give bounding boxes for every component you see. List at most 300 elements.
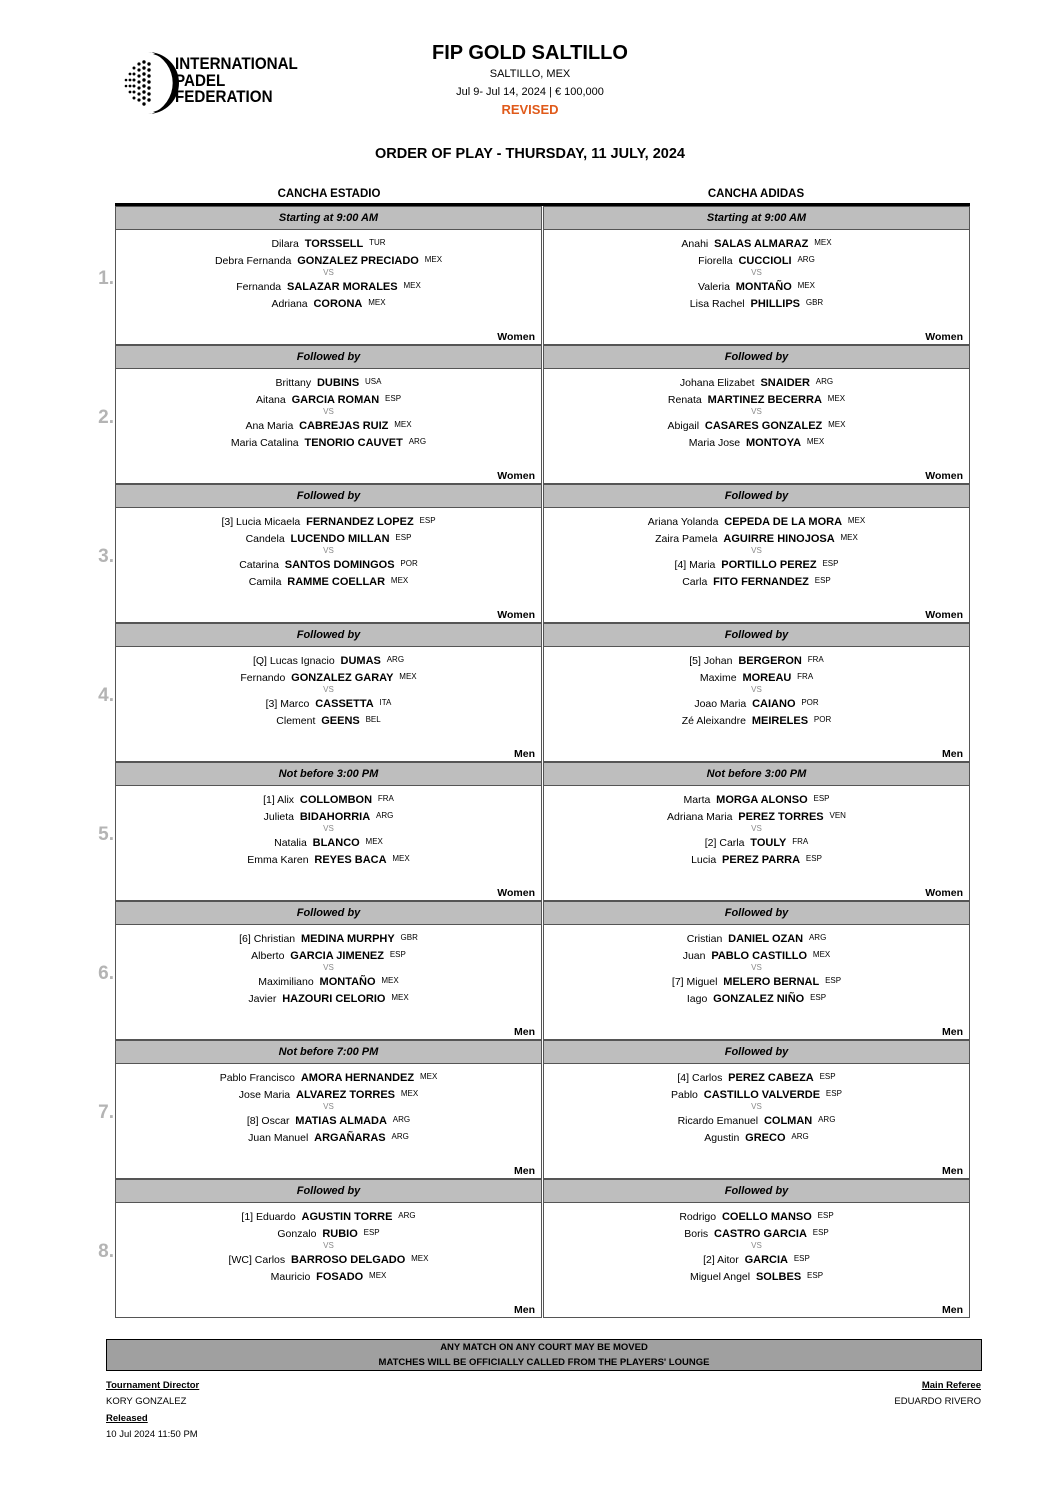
player-country: ESP (395, 533, 412, 542)
player-last-name: SNAIDER (760, 377, 810, 389)
player-first-name: [Q] Lucas Ignacio (252, 655, 335, 667)
versus-label: VS (323, 546, 334, 555)
player-country: MEX (840, 533, 858, 542)
player-first-name: [1] Alix (263, 794, 295, 806)
player-last-name: GONZALEZ GARAY (291, 672, 394, 684)
player-line (544, 811, 969, 823)
player-line (116, 298, 541, 310)
player-country: MEX (394, 420, 412, 429)
player-last-name: FERNANDEZ LOPEZ (306, 516, 414, 528)
player-country: MEX (369, 1271, 387, 1280)
match-time-bar: Followed by (543, 1179, 970, 1203)
player-line (544, 1254, 969, 1266)
player-first-name: Lisa Rachel (689, 298, 745, 310)
player-line (544, 238, 969, 250)
player-line (544, 255, 969, 267)
player-first-name: Adriana (271, 298, 308, 310)
player-line (544, 976, 969, 988)
player-last-name: TENORIO CAUVET (304, 437, 403, 449)
match-time-bar: Followed by (115, 901, 542, 925)
player-first-name: Anahi (681, 238, 709, 250)
player-first-name: Catarina (239, 559, 279, 571)
player-country: FRA (377, 794, 394, 803)
player-line (544, 516, 969, 528)
player-line (544, 281, 969, 293)
player-first-name: [2] Carla (704, 837, 745, 849)
player-line (544, 933, 969, 945)
player-last-name: CASTILLO VALVERDE (703, 1089, 821, 1101)
match-time-bar: Not before 3:00 PM (543, 762, 970, 786)
versus-label: VS (751, 1241, 762, 1250)
player-line (544, 1271, 969, 1283)
player-last-name: MOREAU (742, 672, 792, 684)
match-body (543, 230, 970, 345)
match-body (543, 1203, 970, 1318)
player-line (116, 516, 541, 528)
player-first-name: Adriana Maria (667, 811, 733, 823)
tournament-location: SALTILLO, MEX (489, 68, 571, 80)
player-country: MEX (827, 394, 846, 403)
player-last-name: GEENS (321, 715, 360, 727)
match-time-bar: Starting at 9:00 AM (115, 206, 542, 230)
player-last-name: RAMME COELLAR (287, 576, 386, 588)
court-header-adidas: CANCHA ADIDAS (707, 188, 805, 200)
player-first-name: Juan (682, 950, 706, 962)
player-line (116, 950, 541, 962)
match-cell (543, 345, 970, 484)
logo-line-3: FEDERATION (175, 88, 273, 106)
player-first-name: Aitana (255, 394, 286, 406)
notice-line-1: ANY MATCH ON ANY COURT MAY BE MOVED (440, 1342, 648, 1353)
player-first-name: [5] Johan (689, 655, 733, 667)
player-last-name: REYES BACA (314, 854, 387, 866)
player-line (116, 533, 541, 545)
player-country: ESP (825, 976, 842, 985)
player-country: BEL (365, 715, 381, 724)
player-line (544, 698, 969, 710)
player-line (544, 437, 969, 449)
match-time-bar: Followed by (115, 484, 542, 508)
match-body (543, 925, 970, 1040)
tournament-dates-prize: Jul 9- Jul 14, 2024 | € 100,000 (456, 86, 604, 98)
player-country: GBR (400, 933, 418, 942)
player-first-name: [WC] Carlos (228, 1254, 286, 1266)
match-body (115, 786, 542, 901)
player-first-name: Fernando (240, 672, 286, 684)
player-last-name: CASSETTA (315, 698, 374, 710)
player-first-name: [7] Miguel (671, 976, 718, 988)
match-cell (115, 1179, 542, 1318)
player-line (116, 655, 541, 667)
logo-line-1: INTERNATIONAL (175, 55, 298, 73)
player-country: ESP (813, 794, 830, 803)
player-country: POR (801, 698, 819, 707)
player-first-name: Alberto (251, 950, 285, 962)
player-country: FRA (807, 655, 824, 664)
player-first-name: Valeria (698, 281, 730, 293)
player-last-name: ALVAREZ TORRES (296, 1089, 396, 1101)
player-country: ARG (808, 933, 827, 942)
player-first-name: Ricardo Emanuel (677, 1115, 759, 1127)
player-line (116, 993, 541, 1005)
player-line (544, 854, 969, 866)
player-first-name: Clement (276, 715, 316, 727)
player-last-name: MEDINA MURPHY (300, 933, 395, 945)
versus-label: VS (751, 268, 762, 277)
player-country: ESP (363, 1228, 380, 1237)
versus-label: VS (751, 963, 762, 972)
player-line (116, 377, 541, 389)
player-country: FRA (792, 837, 809, 846)
match-time-bar: Not before 7:00 PM (115, 1040, 542, 1064)
match-number: 3. (98, 546, 114, 567)
match-category: Women (925, 470, 963, 482)
player-country: MEX (368, 298, 386, 307)
player-line (544, 993, 969, 1005)
player-last-name: ARGAÑARAS (314, 1132, 386, 1144)
player-line (544, 655, 969, 667)
player-line (116, 1115, 541, 1127)
player-last-name: AGUSTIN TORRE (301, 1211, 393, 1223)
player-first-name: Boris (684, 1228, 709, 1240)
versus-label: VS (323, 1241, 334, 1250)
player-last-name: GONZALEZ PRECIADO (297, 255, 419, 267)
player-last-name: COELLO MANSO (721, 1211, 812, 1223)
player-first-name: [3] Lucia Micaela (221, 516, 301, 528)
player-line (544, 420, 969, 432)
match-category: Women (925, 331, 963, 343)
player-first-name: Marta (683, 794, 711, 806)
player-last-name: SALAS ALMARAZ (714, 238, 809, 250)
player-first-name: Natalia (274, 837, 307, 849)
player-country: MEX (419, 1072, 438, 1081)
player-first-name: Agustin (704, 1132, 740, 1144)
versus-label: VS (323, 824, 334, 833)
player-country: ARG (815, 377, 834, 386)
revised-label: REVISED (501, 102, 559, 117)
player-last-name: DUBINS (316, 377, 360, 389)
player-line (544, 1072, 969, 1084)
player-country: MEX (392, 854, 410, 863)
match-number: 5. (98, 824, 114, 845)
player-country: MEX (365, 837, 383, 846)
match-body (115, 1064, 542, 1179)
match-cell (115, 484, 542, 623)
player-first-name: Fiorella (698, 255, 733, 267)
match-body (115, 230, 542, 345)
versus-label: VS (751, 685, 762, 694)
match-cell (543, 623, 970, 762)
match-body (543, 786, 970, 901)
versus-label: VS (323, 963, 334, 972)
match-cell (115, 345, 542, 484)
match-body (115, 1203, 542, 1318)
player-line (116, 854, 541, 866)
match-body (543, 1064, 970, 1179)
player-last-name: PORTILLO PEREZ (721, 559, 817, 571)
match-category: Men (942, 748, 963, 760)
player-line (116, 1254, 541, 1266)
player-line (116, 437, 541, 449)
match-category: Women (497, 887, 535, 899)
player-country: MEX (828, 420, 846, 429)
player-country: ESP (819, 1072, 836, 1081)
player-line (116, 559, 541, 571)
player-country: ITA (379, 698, 392, 707)
tournament-director-name: KORY GONZALEZ (106, 1396, 187, 1407)
player-country: ARG (392, 1115, 411, 1124)
tournament-title: FIP GOLD SALTILLO (432, 42, 628, 64)
player-last-name: MORGA ALONSO (716, 794, 808, 806)
player-last-name: GARCIA (744, 1254, 788, 1266)
player-country: MEX (403, 281, 421, 290)
player-first-name: Debra Fernanda (214, 255, 292, 267)
main-referee-label: Main Referee (921, 1380, 981, 1391)
versus-label: VS (323, 268, 334, 277)
player-country: MEX (806, 437, 825, 446)
fip-logo-text (175, 56, 298, 106)
player-first-name: [1] Eduardo (241, 1211, 296, 1223)
player-first-name: Maxime (699, 672, 737, 684)
player-country: ARG (398, 1211, 416, 1220)
player-last-name: AGUIRRE HINOJOSA (723, 533, 835, 545)
player-first-name: Pablo (671, 1089, 698, 1101)
player-line (116, 576, 541, 588)
match-category: Men (514, 1026, 535, 1038)
match-time-bar: Starting at 9:00 AM (543, 206, 970, 230)
player-country: ESP (793, 1254, 810, 1263)
player-line (116, 698, 541, 710)
player-last-name: MONTAÑO (319, 976, 376, 988)
match-number: 4. (98, 685, 114, 706)
player-line (544, 794, 969, 806)
player-first-name: Juan Manuel (248, 1132, 309, 1144)
player-line (544, 576, 969, 588)
versus-label: VS (323, 685, 334, 694)
player-line (116, 811, 541, 823)
player-line (544, 950, 969, 962)
player-last-name: SOLBES (755, 1271, 802, 1283)
player-country: ARG (791, 1132, 809, 1141)
player-line (116, 976, 541, 988)
versus-label: VS (323, 1102, 334, 1111)
player-last-name: AMORA HERNANDEZ (300, 1072, 415, 1084)
player-line (544, 559, 969, 571)
player-first-name: Joao Maria (694, 698, 747, 710)
player-line (544, 298, 969, 310)
player-last-name: COLLOMBON (299, 794, 373, 806)
player-last-name: CEPEDA DE LA MORA (724, 516, 843, 528)
player-last-name: PEREZ TORRES (738, 811, 824, 823)
player-line (116, 255, 541, 267)
player-first-name: [3] Marco (265, 698, 310, 710)
player-country: ESP (812, 1228, 829, 1237)
player-first-name: Miguel Angel (689, 1271, 751, 1283)
match-time-bar: Followed by (115, 345, 542, 369)
match-body (115, 647, 542, 762)
player-country: ARG (375, 811, 394, 820)
released-label: Released (106, 1413, 148, 1424)
match-body (543, 647, 970, 762)
match-category: Women (497, 470, 535, 482)
player-line (544, 1115, 969, 1127)
match-cell (543, 1040, 970, 1179)
player-country: ARG (818, 1115, 836, 1124)
player-first-name: Mauricio (270, 1271, 311, 1283)
versus-label: VS (751, 546, 762, 555)
match-cell (543, 1179, 970, 1318)
player-line (544, 672, 969, 684)
player-last-name: COLMAN (763, 1115, 813, 1127)
player-line (116, 1132, 541, 1144)
player-line (116, 794, 541, 806)
match-cell (543, 901, 970, 1040)
match-body (543, 508, 970, 623)
player-line (116, 837, 541, 849)
player-country: ESP (389, 950, 406, 959)
player-first-name: [4] Carlos (677, 1072, 723, 1084)
match-time-bar: Followed by (543, 623, 970, 647)
player-country: ESP (825, 1089, 842, 1098)
player-country: VEN (829, 811, 846, 820)
player-last-name: PHILLIPS (750, 298, 801, 310)
player-country: MEX (391, 993, 409, 1002)
player-country: TUR (369, 238, 386, 247)
player-country: ESP (810, 993, 827, 1002)
player-line (116, 420, 541, 432)
player-last-name: PEREZ PARRA (722, 854, 801, 866)
player-last-name: MARTINEZ BECERRA (707, 394, 822, 406)
player-first-name: Lucia (691, 854, 717, 866)
court-header-estadio: CANCHA ESTADIO (277, 188, 381, 200)
match-category: Men (942, 1026, 963, 1038)
player-first-name: Maximiliano (258, 976, 314, 988)
match-category: Men (514, 1304, 535, 1316)
player-first-name: [8] Oscar (246, 1115, 290, 1127)
player-first-name: Emma Karen (247, 854, 309, 866)
player-country: MEX (390, 576, 409, 585)
match-number: 8. (98, 1241, 114, 1262)
player-first-name: Julieta (263, 811, 295, 823)
notice-box (106, 1339, 982, 1371)
player-first-name: Camila (248, 576, 282, 588)
player-first-name: Jose Maria (238, 1089, 291, 1101)
player-last-name: BLANCO (312, 837, 360, 849)
player-last-name: RUBIO (322, 1228, 358, 1240)
player-country: ARG (386, 655, 405, 664)
player-line (544, 533, 969, 545)
match-number: 7. (98, 1102, 114, 1123)
match-cell (115, 623, 542, 762)
player-country: ESP (814, 576, 831, 585)
player-country: ESP (807, 1271, 824, 1280)
player-first-name: Javier (248, 993, 277, 1005)
player-line (116, 672, 541, 684)
match-number: 6. (98, 963, 114, 984)
match-cell (115, 901, 542, 1040)
player-country: ESP (385, 394, 402, 403)
match-time-bar: Followed by (543, 901, 970, 925)
match-time-bar: Followed by (115, 623, 542, 647)
player-last-name: BERGERON (738, 655, 802, 667)
player-first-name: Abigail (667, 420, 700, 432)
player-first-name: Maria Jose (688, 437, 741, 449)
player-first-name: Ariana Yolanda (647, 516, 719, 528)
player-first-name: Candela (245, 533, 285, 545)
order-of-play-heading: ORDER OF PLAY - THURSDAY, 11 JULY, 2024 (375, 146, 685, 162)
player-line (544, 715, 969, 727)
match-category: Women (925, 609, 963, 621)
player-first-name: Ana Maria (245, 420, 294, 432)
player-country: FRA (797, 672, 814, 681)
player-first-name: Pablo Francisco (219, 1072, 295, 1084)
player-last-name: SANTOS DOMINGOS (284, 559, 395, 571)
player-line (544, 1211, 969, 1223)
player-last-name: PEREZ CABEZA (728, 1072, 814, 1084)
player-last-name: PABLO CASTILLO (711, 950, 808, 962)
player-country: USA (365, 377, 382, 386)
player-line (116, 1072, 541, 1084)
player-first-name: Brittany (275, 377, 312, 389)
player-first-name: Renata (667, 394, 702, 406)
match-cell (115, 762, 542, 901)
player-last-name: GRECO (745, 1132, 786, 1144)
released-value: 10 Jul 2024 11:50 PM (106, 1429, 198, 1440)
player-last-name: DANIEL OZAN (728, 933, 804, 945)
player-country: ARG (391, 1132, 409, 1141)
player-first-name: Maria Catalina (230, 437, 299, 449)
versus-label: VS (323, 407, 334, 416)
player-first-name: Cristian (686, 933, 723, 945)
player-line (116, 1211, 541, 1223)
player-country: MEX (847, 516, 866, 525)
player-country: MEX (812, 950, 831, 959)
match-cell (543, 762, 970, 901)
player-last-name: FOSADO (316, 1271, 364, 1283)
player-line (544, 377, 969, 389)
match-time-bar: Followed by (543, 1040, 970, 1064)
player-country: ESP (805, 854, 822, 863)
player-country: POR (400, 559, 418, 568)
match-category: Men (942, 1165, 963, 1177)
match-number: 2. (98, 407, 114, 428)
versus-label: VS (751, 824, 762, 833)
player-line (116, 394, 541, 406)
player-last-name: TORSSELL (304, 238, 364, 250)
player-country: MEX (411, 1254, 429, 1263)
player-last-name: CORONA (313, 298, 363, 310)
match-time-bar: Followed by (543, 345, 970, 369)
player-last-name: DUMAS (340, 655, 381, 667)
match-body (115, 925, 542, 1040)
player-country: ARG (797, 255, 815, 264)
main-referee-name: EDUARDO RIVERO (894, 1396, 981, 1407)
player-last-name: SALAZAR MORALES (287, 281, 398, 293)
player-last-name: GONZALEZ NIÑO (713, 993, 805, 1005)
match-time-bar: Followed by (115, 1179, 542, 1203)
match-time-bar: Followed by (543, 484, 970, 508)
match-cell (543, 484, 970, 623)
match-category: Men (942, 1304, 963, 1316)
player-last-name: CABREJAS RUIZ (299, 420, 389, 432)
player-country: MEX (400, 1089, 419, 1098)
player-line (116, 281, 541, 293)
player-last-name: HAZOURI CELORIO (282, 993, 386, 1005)
player-line (544, 1228, 969, 1240)
match-category: Men (514, 748, 535, 760)
match-body (115, 508, 542, 623)
player-first-name: [4] Maria (674, 559, 716, 571)
